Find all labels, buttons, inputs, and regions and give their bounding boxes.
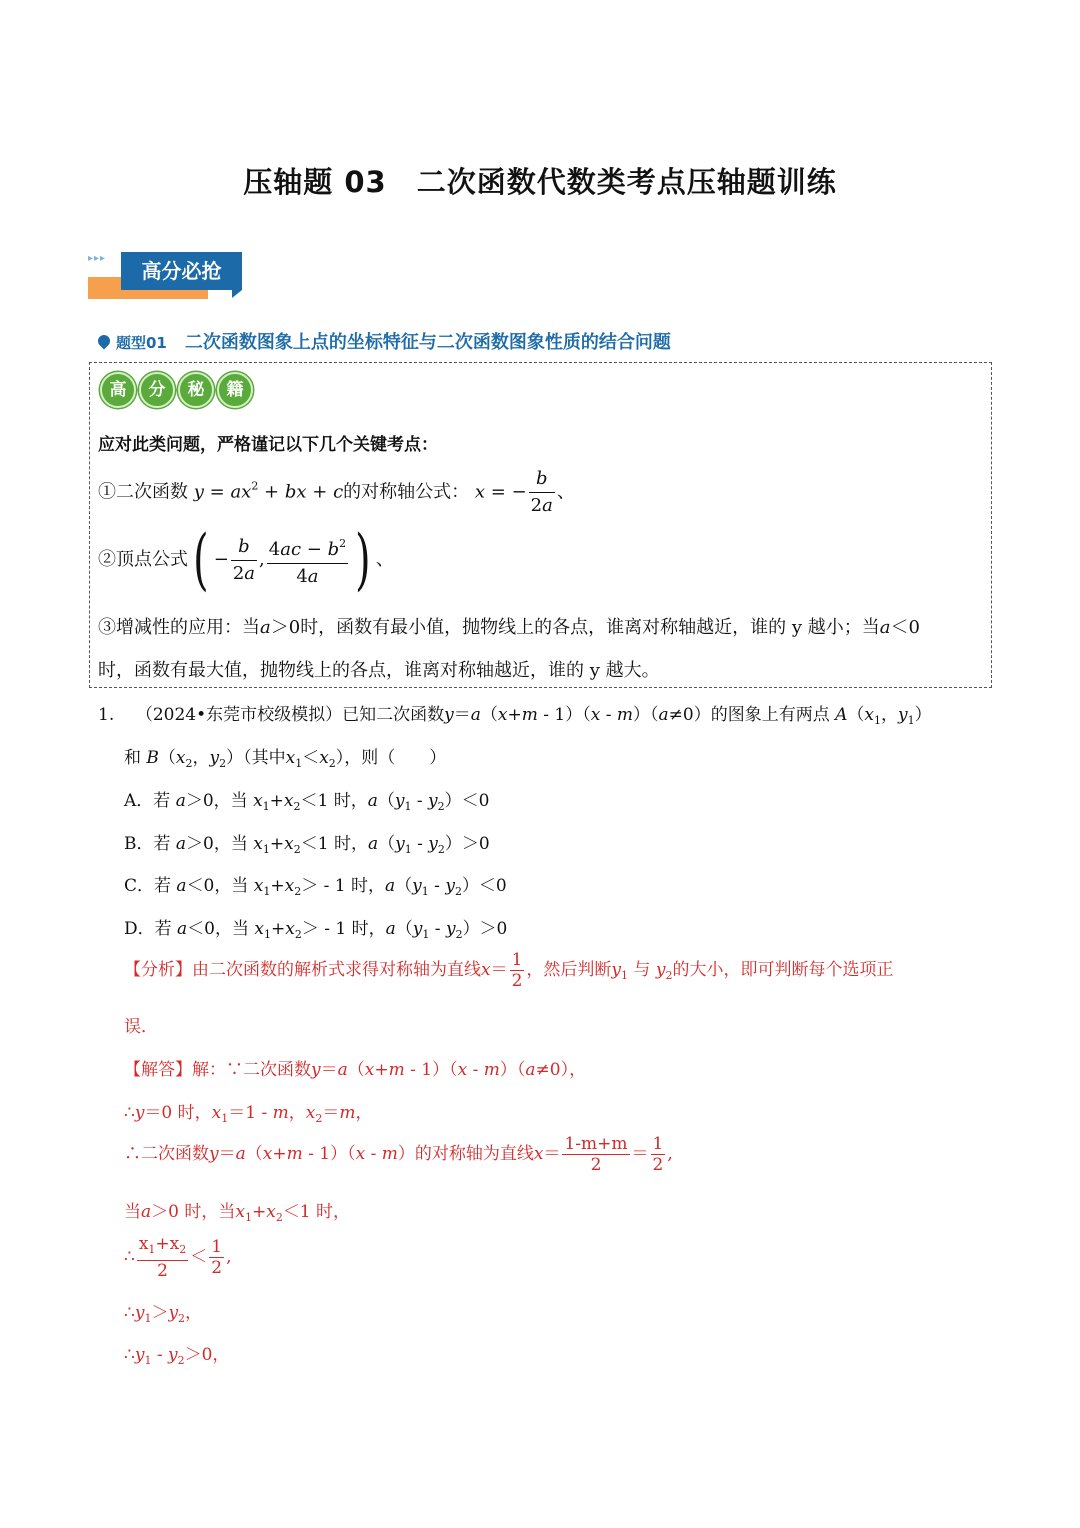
solution-line-3: ∴二次函数y＝a（x+m - 1）（x - m）的对称轴为直线x＝ $\frac{1-m+m}{2}$ ＝ $\frac{1}{2}$ , xyxy=(124,1134,673,1175)
analysis-line-2: 误． xyxy=(124,1017,158,1037)
solution-line-2: ∴y＝0 时，$x_1=1 - m$，$x_2=m$， xyxy=(124,1103,373,1125)
banner-arrows-icon: ▸▸▸ xyxy=(88,253,107,264)
question-stem: 1. （2024•东莞市校级模拟）已知二次函数y＝a（x+m - 1）（x - m）（a≠0）的图象上有两点 $A(x_1$，$y_1$） xyxy=(98,705,932,727)
tips-badges xyxy=(100,372,253,408)
type-heading xyxy=(98,328,671,354)
title-text: 二次函数代数类考点压轴题训练 xyxy=(416,165,837,199)
tips-item-3-line2: 时，函数有最大值，抛物线上的各点，谁离对称轴越近，谁的 y 越大。 xyxy=(98,660,660,681)
type-heading-text: 二次函数图象上点的坐标特征与二次函数图象性质的结合问题 xyxy=(184,332,671,353)
banner-label: 高分必抢 xyxy=(121,252,242,290)
location-pin-icon xyxy=(96,333,113,350)
solution-line-4: 当a＞0 时，当$x_1+x_2<1$ 时， xyxy=(124,1202,351,1224)
badge-fen: 分 xyxy=(139,372,175,408)
question-line-2: 和 $B(x_2$，$y_2$）（其中$x_1<x_2$），则（ ） xyxy=(124,748,447,770)
badge-ji: 籍 xyxy=(217,372,253,408)
vertex-formula: $\frac{4ac - b^2}{4a}$ xyxy=(267,531,348,590)
axis-formula: $\frac{b}{2a}$ xyxy=(530,468,553,516)
analysis-line-1: 【分析】由二次函数的解析式求得对称轴为直线x＝ $\frac{1}{2}$ ，然后判断$y_1$ 与 $y_2$的大小，即可判断每个选项正 xyxy=(124,950,894,991)
banner-notch xyxy=(232,290,242,298)
tips-intro: 应对此类问题，严格谨记以下几个关键考点： xyxy=(98,435,438,455)
tips-box xyxy=(89,362,992,688)
option-b[interactable]: B．若 a＞0，当 $x_1+x_2<1$ 时，$a(y_1 - y_2)>0$ xyxy=(124,834,490,856)
solution-line-1: 【解答】解：∵二次函数y＝a（x+m - 1）（x - m）（a≠0）， xyxy=(124,1060,587,1080)
option-d[interactable]: D．若 a＜0，当 $x_1+x_2> - 1$ 时，$a(y_1 - y_2)>0$ xyxy=(124,919,508,941)
tips-item-1: ①二次函数 $y = ax^2$ + bx + c的对称轴公式： x = − $\frac{b}{2a}$ 、 xyxy=(98,466,575,519)
tips-item-3-line1: ③增减性的应用：当a＞0时，函数有最小值，抛物线上的各点，谁离对称轴越近，谁的 y 越小；当a＜0 xyxy=(98,617,920,638)
option-a[interactable]: A．若 a＞0，当 $x_1+x_2<1$ 时，$a(y_1 - y_2)<0$ xyxy=(124,791,490,813)
tips-item-2: ②顶点公式( − $\frac{b}{2a}$ , $\frac{4ac - b^2}{4a}$ ) 、 xyxy=(98,521,394,598)
title-number: 压轴题 03 xyxy=(243,165,387,199)
solution-line-7: $\therefore y_1 - y_2>0$， xyxy=(124,1345,230,1367)
badge-gao: 高 xyxy=(100,372,136,408)
solution-line-6: $\therefore y_1>y_2$， xyxy=(124,1303,203,1325)
option-c[interactable]: C．若 a＜0，当 $x_1+x_2> - 1$ 时，$a(y_1 - y_2)<0$ xyxy=(124,876,507,898)
type-tag: 题型01 xyxy=(116,334,167,352)
solution-line-5: ∴ $\frac{x_1+x_2}{2}$ ＜ $\frac{1}{2}$ , xyxy=(124,1234,232,1281)
badge-mi: 秘 xyxy=(178,372,214,408)
page-title xyxy=(0,160,1080,201)
